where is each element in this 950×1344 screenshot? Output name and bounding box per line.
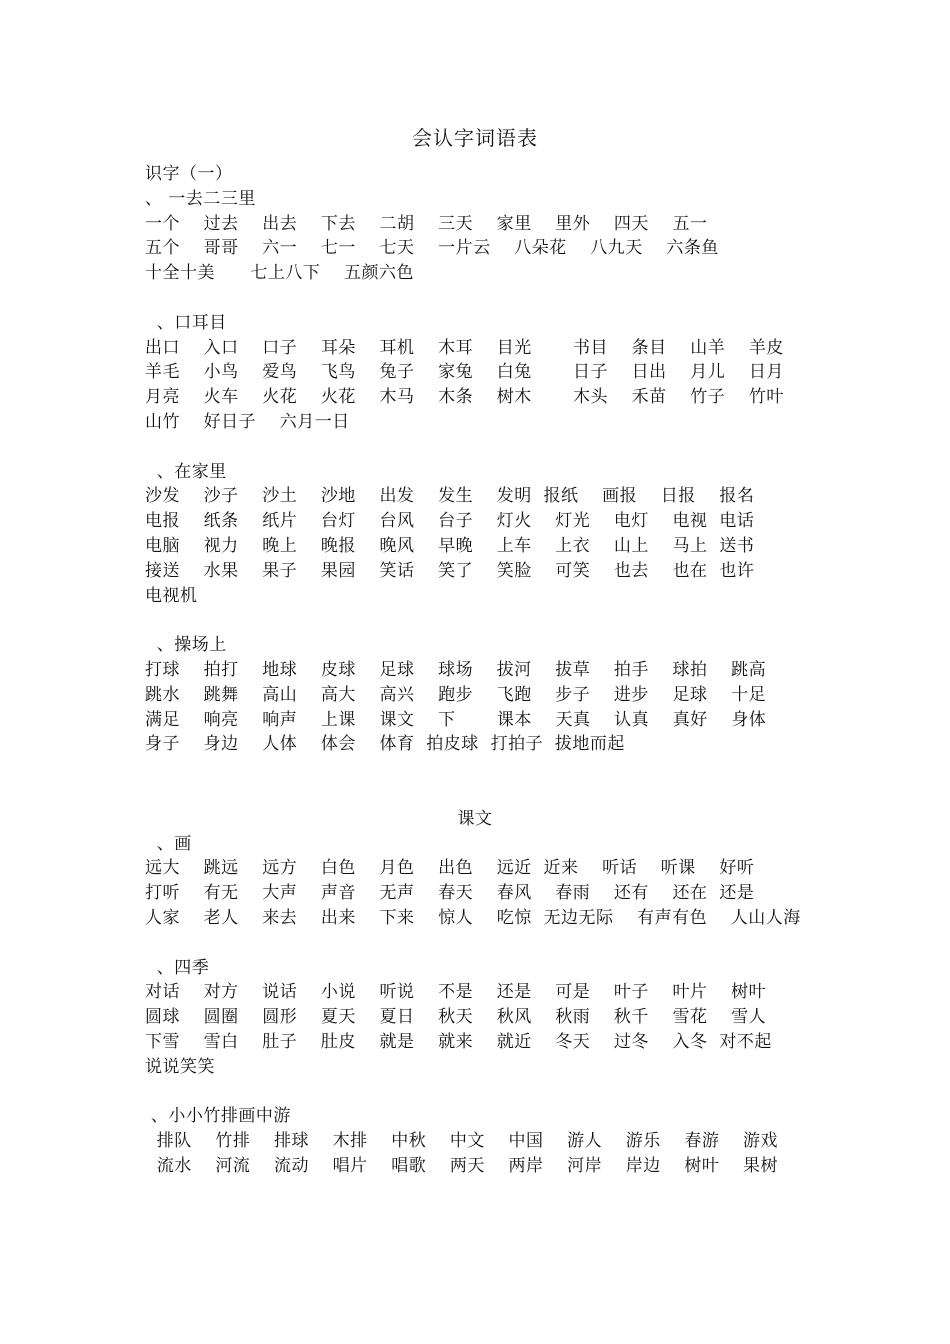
- section-heading: 、口耳目: [145, 312, 227, 333]
- word-line: 五个 哥哥 六一 七一 七天 一片云 八朵花 八九天 六条鱼: [145, 238, 719, 259]
- word-line: 十全十美 七上八下 五颜六色: [145, 263, 415, 284]
- word-line: 说说笑笑: [145, 1056, 215, 1077]
- section-heading: 、画: [145, 833, 192, 854]
- word-line: 对话 对方 说话 小说 听说 不是 还是 可是 叶子 叶片 树叶: [145, 982, 767, 1003]
- word-line: 打球 拍打 地球 皮球 足球 球场 拔河 拔草 拍手 球拍 跳高: [145, 659, 767, 680]
- spacer: [145, 931, 925, 956]
- spacer: [145, 1079, 925, 1104]
- word-line: 一个 过去 出去 下去 二胡 三天 家里 里外 四天 五一: [145, 213, 708, 234]
- section-heading: 、小小竹排画中游: [145, 1106, 291, 1127]
- part-label: 识字（一）: [145, 164, 233, 184]
- word-line: 月亮 火车 火花 火花 木马 木条 树木 木头 禾苗 竹子 竹叶: [145, 387, 784, 408]
- document-body: [145, 162, 925, 1179]
- word-line: 流水 河流 流动 唱片 唱歌 两天 两岸 河岸 岸边 树叶 果树: [145, 1155, 778, 1176]
- section-heading: 、四季: [145, 957, 210, 978]
- section-heading: 、 一去二三里: [145, 188, 256, 209]
- word-line: 接送 水果 果子 果园 笑话 笑了 笑脸 可笑 也去 也在 也许: [145, 560, 755, 581]
- spacer: [145, 608, 925, 633]
- part-label: 课文: [457, 808, 493, 829]
- section-heading: 、操场上: [145, 635, 227, 656]
- word-line: 排队 竹排 排球 木排 中秋 中文 中国 游人 游乐 春游 游戏: [145, 1131, 778, 1152]
- word-line: 打听 有无 大声 声音 无声 春天 春风 春雨 还有 还在 还是: [145, 883, 755, 904]
- spacer: [145, 757, 925, 807]
- word-line: 沙发 沙子 沙土 沙地 出发 发生 发明 报纸 画报 日报 报名: [145, 486, 755, 507]
- word-line: 圆球 圆圈 圆形 夏天 夏日 秋天 秋风 秋雨 秋千 雪花 雪人: [145, 1007, 767, 1028]
- word-line: 身子 身边 人体 体会 体育 拍皮球 打拍子 拔地而起: [145, 734, 625, 755]
- word-line: 出口 入口 口子 耳朵 耳机 木耳 目光 书目 条目 山羊 羊皮: [145, 337, 784, 358]
- spacer: [145, 435, 925, 460]
- document-title: 会认字词语表: [412, 126, 538, 150]
- word-line: 羊毛 小鸟 爱鸟 飞鸟 兔子 家兔 白兔 日子 日出 月儿 日月: [145, 362, 784, 383]
- word-line: 电脑 视力 晚上 晚报 晚风 早晚 上车 上衣 山上 马上 送书: [145, 535, 755, 556]
- spacer: [145, 286, 925, 311]
- word-line: 山竹 好日子 六月一日: [145, 411, 350, 432]
- word-line: 人家 老人 来去 出来 下来 惊人 吃惊 无边无际 有声有色 人山人海: [145, 907, 801, 928]
- word-line: 满足 响亮 响声 上课 课文 下 课本 天真 认真 真好 身体: [145, 709, 767, 730]
- word-line: 下雪 雪白 肚子 肚皮 就是 就来 就近 冬天 过冬 入冬 对不起: [145, 1031, 772, 1052]
- section-heading: 、在家里: [145, 461, 227, 482]
- word-line: 跳水 跳舞 高山 高大 高兴 跑步 飞跑 步子 进步 足球 十足: [145, 684, 767, 705]
- word-line: 远大 跳远 远方 白色 月色 出色 远近 近来 听话 听课 好听: [145, 858, 755, 879]
- word-line: 电视机: [145, 585, 198, 606]
- word-line: 电报 纸条 纸片 台灯 台风 台子 灯火 灯光 电灯 电视 电话: [145, 511, 755, 532]
